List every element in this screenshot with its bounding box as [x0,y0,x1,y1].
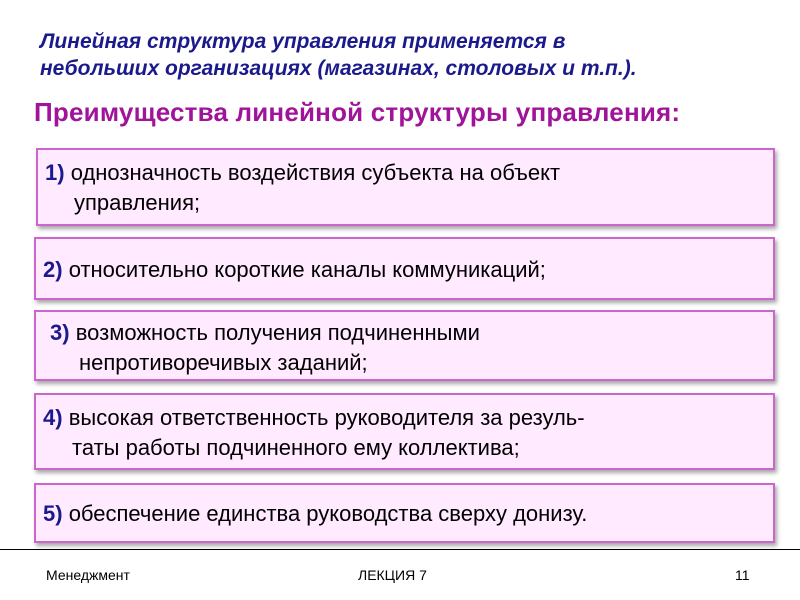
item-text-line-1: относительно короткие каналы коммуникаций; [68,257,546,282]
advantage-item-3 [34,310,775,381]
footer-divider [0,549,800,550]
advantage-item-2 [34,237,775,300]
item-text-line-1: высокая ответственность руководителя за резуль- [68,405,585,430]
intro-line-1: Линейная структура управления применяется в [40,30,566,53]
item-number: 2) [43,257,63,282]
item-number: 5) [43,501,63,526]
item-text-line-1: возможность получения подчиненными [75,320,480,345]
item-text-line-2: управления; [74,190,201,215]
advantage-item-4 [34,393,775,470]
item-text-line-2: таты работы подчиненного ему коллектива; [72,435,520,460]
item-number: 4) [43,405,63,430]
item-text-line-1: обеспечение единства руководства сверху донизу. [68,501,588,526]
intro-line-2: небольших организациях (магазинах, столовых и т.п.). [40,57,637,80]
item-number: 1) [45,160,65,185]
advantage-item-5 [34,483,775,543]
item-number: 3) [50,320,70,345]
item-text-line-1: однозначность воздействия субъекта на объект [70,160,561,185]
footer-course: Менеджмент [46,567,130,583]
advantage-item-1 [36,148,775,226]
footer-page-number: 11 [735,567,750,583]
intro-text [40,28,780,82]
advantages-heading: Преимущества линейной структуры управления: [34,97,681,127]
footer-lecture: ЛЕКЦИЯ 7 [358,567,427,583]
item-text-line-2: непротиворечивых заданий; [79,350,368,375]
